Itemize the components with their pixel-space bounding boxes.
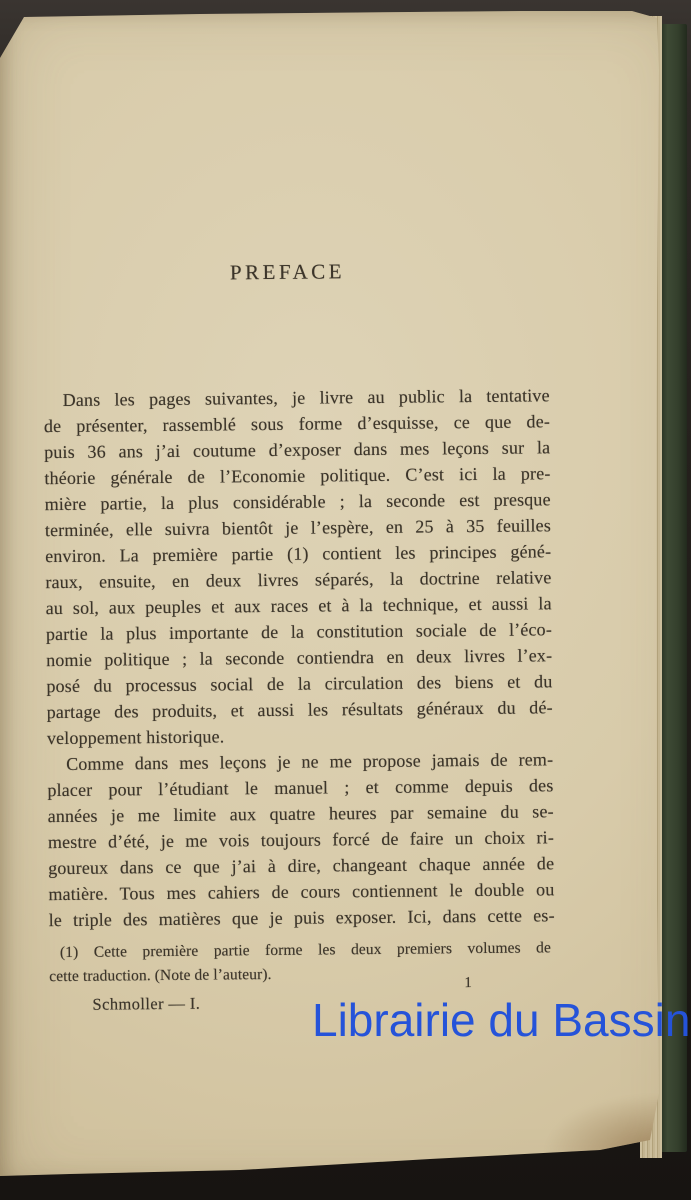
text-line: mière partie, la plus considérable ; la seconde est presque [44,489,551,515]
text-line: années je me limite aux quatre heures par semaine du se- [47,801,554,827]
text-line: environ. La première partie (1) contient les principes géné- [45,541,552,567]
text-line: placer pour l’étudiant le manuel ; et comme depuis des [47,775,554,801]
text-line: mestre d’été, je me vois toujours forcé de faire un choix ri- [47,827,555,853]
text-line: partie la plus importante de la constitution sociale de l’éco- [45,619,553,645]
printer-signature: Schmoller — I. [92,993,201,1014]
page-number: 1 [464,975,472,992]
text-line: Dans les pages suivantes, je livre au public la tentative [62,385,550,410]
text-line: au sol, aux peuples et aux races et à la technique, et aussi la [45,593,552,619]
text-line: puis 36 ans j’ai coutume d’exposer dans mes leçons sur la [44,437,551,463]
paragraph [47,746,555,933]
body-text [44,382,555,933]
text-line: goureux dans ce que j’ai à dire, changeant chaque année de [48,853,555,879]
text-line: nomie politique ; la seconde contiendra en deux livres l’ex- [46,645,553,671]
text-line: terminée, elle suivra bientôt je l’espère, en 25 à 35 feuilles [44,515,552,541]
text-line: le triple des matières que je puis exposer. Ici, dans cette es- [48,905,555,931]
text-line: partage des produits, et aussi les résultats généraux du dé- [46,697,553,723]
text-line: Comme dans mes leçons je ne me propose jamais de rem- [66,749,554,774]
text-line: théorie générale de l’Economie politique. C’est ici la pre- [44,463,551,489]
footnote [49,936,551,988]
text-line: raux, ensuite, en deux livres séparés, la doctrine relative [45,567,552,593]
paragraph [44,382,553,751]
text-line: matière. Tous mes cahiers de cours contiennent le double ou [48,879,555,905]
text-line: de présenter, rassemblé sous forme d’esquisse, ce que de- [43,411,551,437]
text-line: (1) Cette première partie forme les deux premiers volumes de [59,939,552,962]
preface-heading: PREFACE [229,259,346,285]
text-line: veloppement historique. [46,726,225,749]
bookseller-watermark: Librairie du Bassin [312,994,691,1046]
text-line: cette traduction. (Note de l’auteur). [49,965,272,985]
text-line: posé du processus social de la circulation des biens et du [46,671,553,697]
